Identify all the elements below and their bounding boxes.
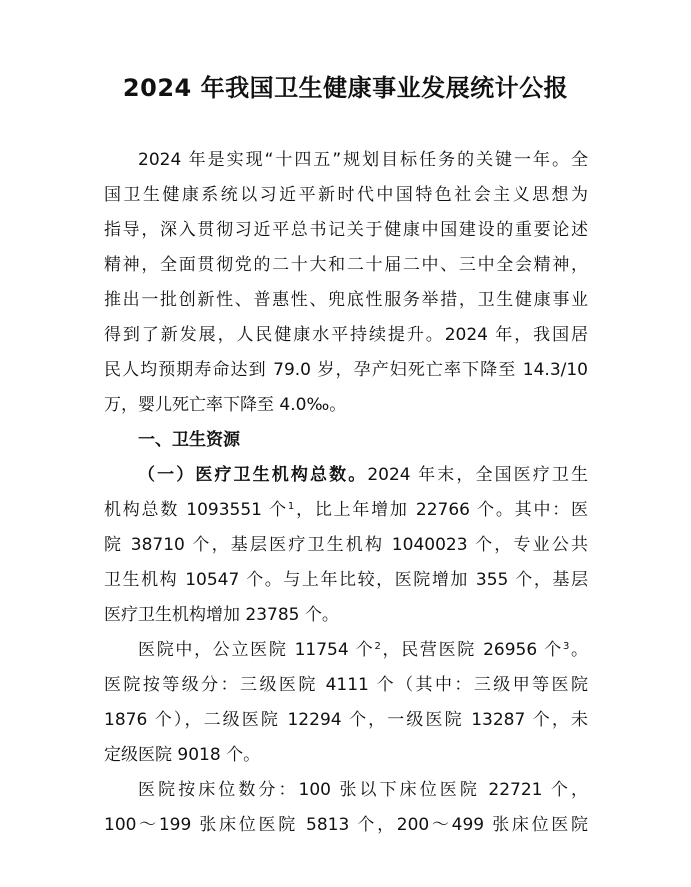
intro-line: 万，婴儿死亡率下降至 4.0‰。	[104, 395, 347, 415]
text-fragment: 机构总数 1093551 个	[104, 500, 288, 520]
intro-line: 精神，全面贯彻党的二十大和二十届二中、三中全会精神，	[104, 255, 588, 275]
intro-line: 推出一批创新性、普惠性、兜底性服务举措，卫生健康事业	[104, 290, 588, 310]
footnote-marker: 2	[374, 641, 381, 652]
subsection-line: 卫生机构 10547 个。与上年比较，医院增加 355 个，基层	[104, 570, 588, 590]
subsection-heading: （一）医疗卫生机构总数。	[138, 465, 368, 485]
subsection-line: 医疗卫生机构增加 23785 个。	[104, 605, 339, 625]
intro-line: 指导，深入贯彻习近平总书记关于健康中国建设的重要论述	[104, 220, 588, 240]
subsection-line	[104, 500, 588, 520]
intro-line: 2024 年是实现“十四五”规划目标任务的关键一年。全	[138, 150, 588, 170]
subsection-first-line	[138, 465, 588, 485]
page-title: 2024 年我国卫生健康事业发展统计公报	[122, 74, 569, 102]
intro-line: 民人均预期寿命达到 79.0 岁，孕产妇死亡率下降至 14.3/10	[104, 360, 588, 380]
text-fragment: 医院中，公立医院 11754 个	[138, 640, 375, 660]
text-fragment: ，民营医院 26956 个	[380, 640, 563, 660]
intro-line: 得到了新发展，人民健康水平持续提升。2024 年，我国居	[104, 325, 588, 345]
paragraph-line: 定级医院 9018 个。	[104, 745, 261, 765]
paragraph-line: 100～199 张床位医院 5813 个，200～499 张床位医院	[104, 815, 588, 835]
footnote-marker: 1	[287, 501, 295, 512]
paragraph-line: 1876 个），二级医院 12294 个，一级医院 13287 个，未	[104, 710, 588, 730]
text-fragment: 。	[569, 640, 589, 660]
subsection-text: 2024 年末，全国医疗卫生	[367, 465, 589, 485]
paragraph-line: 医院按床位数分：100 张以下床位医院 22721 个，	[138, 780, 588, 800]
text-fragment: ，比上年增加 22766 个。其中：医	[294, 500, 588, 520]
paragraph-first-line	[138, 640, 588, 660]
subsection-line: 院 38710 个，基层医疗卫生机构 1040023 个，专业公共	[104, 535, 588, 555]
footnote-marker: 3	[562, 641, 570, 652]
paragraph-line: 医院按等级分：三级医院 4111 个（其中：三级甲等医院	[104, 675, 588, 695]
section-heading: 一、卫生资源	[138, 430, 240, 450]
intro-line: 国卫生健康系统以习近平新时代中国特色社会主义思想为	[104, 185, 588, 205]
